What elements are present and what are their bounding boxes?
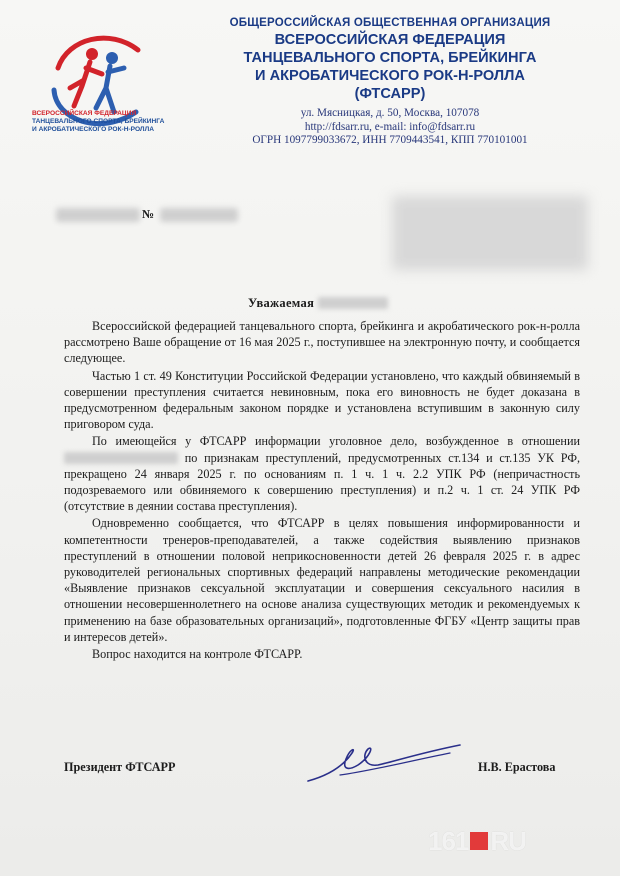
org-abbreviation: (ФТСАРР) [354, 86, 426, 102]
salutation-text: Уважаемая [248, 296, 315, 310]
watermark-number: 161 [428, 826, 469, 856]
org-type: ОБЩЕРОССИЙСКАЯ ОБЩЕСТВЕННАЯ ОРГАНИЗАЦИЯ [229, 17, 551, 29]
signer-name: Н.В. Ерастова [478, 760, 556, 774]
watermark-square-icon [470, 832, 488, 850]
org-web-email: http://fdsarr.ru, e-mail: info@fdsarr.ru [304, 120, 476, 133]
paragraph-3-end: по признакам преступлений, предусмотренных ст.134 и ст.135 УК РФ, прекращено 24 января 2025 г. по основаниям п. 1 ч. 1 ч. 2.2 УПК РФ (непричастность подозреваемого или обвиняемого к совершению преступления) и п.2 ч. 1 ст. 24 УПК РФ (отсутствие в деянии состава преступления). [64, 450, 580, 514]
org-address: ул. Мясницкая, д. 50, Москва, 107078 [300, 107, 480, 119]
logo-caption-line1: ВСЕРОССИЙСКАЯ ФЕДЕРАЦИЯ [32, 110, 137, 117]
paragraph-4: Одновременно сообщается, что ФТСАРР в целях повышения информированности и компетентности тренеров-преподавателей, а также содействия выявлению признаков преступлений в отношении половой неприкосновенности детей 26 февраля 2025 г. в адрес руководителей региональных спортивных федераций направлены методические рекомендации «Выявление признаков сексуальной эксплуатации и совершения сексуального насилия в отношении несовершеннолетнего на основе анализа существующих методик и рекомендуемых к применению на базе образовательных организаций», подготовленные ФГБУ «Центр защиты прав и интересов детей». [64, 516, 580, 644]
org-registry: ОГРН 1097799033672, ИНН 7709443541, КПП 770101001 [252, 134, 528, 146]
paragraph-2: Частью 1 ст. 49 Конституции Российской Федерации установлено, что каждый обвиняемый в совершении преступления считается невиновным, пока его виновность не будет доказана в предусмотренном федеральным законом порядке и установлена вступившим в законную силу приговором суда. [64, 368, 580, 432]
site-watermark [428, 826, 526, 857]
redacted-recipient-name [318, 297, 388, 309]
redacted-ref-number [160, 208, 238, 222]
paragraph-5: Вопрос находится на контроле ФТСАРР. [92, 647, 303, 662]
watermark-ru: RU [490, 826, 526, 856]
paragraph-3-start: По имеющейся у ФТСАРР информации уголовное дело, возбужденное в отношении [92, 434, 580, 449]
signer-position: Президент ФТСАРР [64, 760, 176, 774]
org-name-line3: И АКРОБАТИЧЕСКОГО РОК-Н-РОЛЛА [255, 68, 525, 84]
letter-body [64, 318, 580, 663]
redacted-date [56, 208, 140, 222]
org-name-line2: ТАНЦЕВАЛЬНОГО СПОРТА, БРЕЙКИНГА [243, 50, 537, 66]
paragraph-3 [64, 433, 580, 514]
paragraph-1: Всероссийской федерацией танцевального спорта, брейкинга и акробатического рок-н-ролла рассмотрено Ваше обращение от 16 мая 2025 г., поступившее на электронную почту, и сообщается следующее. [64, 319, 580, 366]
org-name-line1: ВСЕРОССИЙСКАЯ ФЕДЕРАЦИЯ [274, 32, 506, 48]
redacted-addressee [392, 196, 588, 270]
redacted-person [64, 452, 178, 464]
salutation [248, 296, 388, 311]
logo-caption-line3: И АКРОБАТИЧЕСКОГО РОК-Н-РОЛЛА [32, 126, 154, 133]
logo-caption [32, 110, 202, 134]
handwritten-signature [300, 735, 470, 795]
logo-caption-line2: ТАНЦЕВАЛЬНОГО СПОРТА, БРЕЙКИНГА [32, 118, 165, 125]
letterhead [200, 16, 580, 148]
ref-number-sign: № [142, 207, 155, 221]
